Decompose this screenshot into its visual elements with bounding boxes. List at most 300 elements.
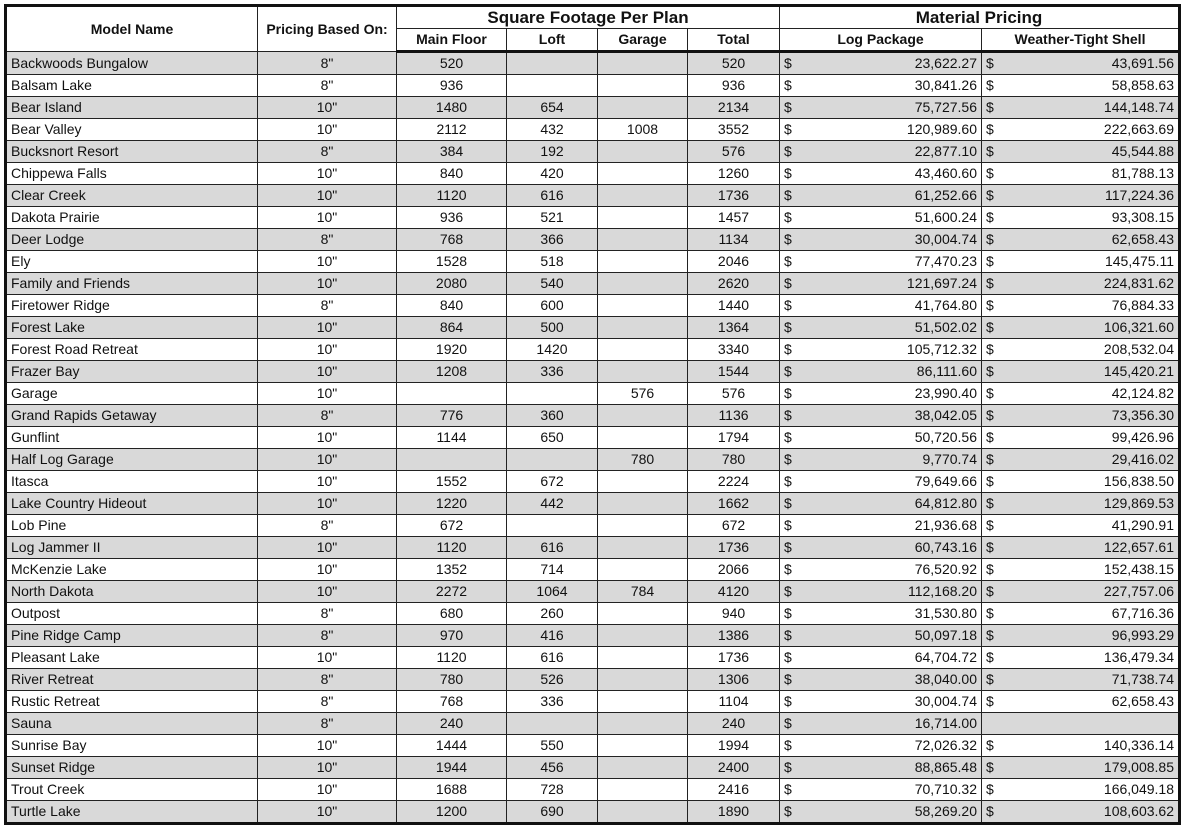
- cell-main-floor: 384: [397, 141, 507, 163]
- table-row: [6, 339, 1180, 361]
- amount: 179,008.85: [1103, 759, 1174, 775]
- cell-model-name: Pine Ridge Camp: [6, 625, 258, 647]
- currency-symbol: $: [784, 671, 792, 687]
- amount: 76,520.92: [914, 561, 977, 577]
- cell-garage: 576: [598, 383, 688, 405]
- cell-main-floor: 1552: [397, 471, 507, 493]
- currency-symbol: $: [784, 627, 792, 643]
- cell-pricing-based-on: 10": [258, 471, 397, 493]
- cell-model-name: Clear Creek: [6, 185, 258, 207]
- cell-weather-tight-shell: [982, 119, 1180, 141]
- cell-garage: [598, 75, 688, 97]
- amount: 30,004.74: [914, 693, 977, 709]
- cell-weather-tight-shell: [982, 185, 1180, 207]
- cell-main-floor: 1144: [397, 427, 507, 449]
- cell-loft: [507, 383, 598, 405]
- cell-model-name: Ely: [6, 251, 258, 273]
- table-row: [6, 471, 1180, 493]
- cell-pricing-based-on: 10": [258, 97, 397, 119]
- cell-garage: [598, 273, 688, 295]
- cell-log-package: [780, 383, 982, 405]
- cell-pricing-based-on: 8": [258, 515, 397, 537]
- table-row: [6, 251, 1180, 273]
- table-row: [6, 757, 1180, 779]
- currency-symbol: $: [986, 539, 994, 555]
- cell-total: 1457: [688, 207, 780, 229]
- amount: 93,308.15: [1111, 209, 1174, 225]
- currency-symbol: $: [784, 715, 792, 731]
- table-row: [6, 383, 1180, 405]
- cell-weather-tight-shell: [982, 603, 1180, 625]
- cell-garage: [598, 647, 688, 669]
- cell-pricing-based-on: 10": [258, 801, 397, 824]
- amount: 67,716.36: [1111, 605, 1174, 621]
- cell-loft: 616: [507, 647, 598, 669]
- cell-total: 1662: [688, 493, 780, 515]
- cell-model-name: Grand Rapids Getaway: [6, 405, 258, 427]
- table-row: [6, 295, 1180, 317]
- currency-symbol: $: [784, 341, 792, 357]
- cell-pricing-based-on: 10": [258, 185, 397, 207]
- cell-log-package: [780, 757, 982, 779]
- cell-garage: [598, 515, 688, 537]
- cell-model-name: Lob Pine: [6, 515, 258, 537]
- table-row: [6, 581, 1180, 603]
- currency-symbol: $: [784, 693, 792, 709]
- cell-main-floor: 520: [397, 52, 507, 75]
- cell-model-name: Family and Friends: [6, 273, 258, 295]
- cell-main-floor: 672: [397, 515, 507, 537]
- table-row: [6, 273, 1180, 295]
- cell-pricing-based-on: 10": [258, 493, 397, 515]
- cell-log-package: [780, 493, 982, 515]
- currency-symbol: $: [986, 121, 994, 137]
- amount: 62,658.43: [1111, 231, 1174, 247]
- cell-garage: [598, 801, 688, 824]
- table-row: [6, 515, 1180, 537]
- amount: 41,290.91: [1111, 517, 1174, 533]
- table-row: [6, 405, 1180, 427]
- amount: 145,475.11: [1104, 253, 1174, 269]
- cell-main-floor: 2080: [397, 273, 507, 295]
- table-row: [6, 735, 1180, 757]
- cell-total: 2416: [688, 779, 780, 801]
- cell-weather-tight-shell: [982, 207, 1180, 229]
- cell-loft: [507, 515, 598, 537]
- amount: 208,532.04: [1103, 341, 1174, 357]
- currency-symbol: $: [784, 55, 792, 71]
- table-row: [6, 493, 1180, 515]
- cell-weather-tight-shell: [982, 229, 1180, 251]
- amount: 38,040.00: [914, 671, 977, 687]
- table-row: [6, 537, 1180, 559]
- table-row: [6, 119, 1180, 141]
- cell-total: 1364: [688, 317, 780, 339]
- amount: 50,720.56: [914, 429, 977, 445]
- cell-pricing-based-on: 10": [258, 559, 397, 581]
- cell-loft: 1420: [507, 339, 598, 361]
- header-model-name: Model Name: [6, 6, 258, 52]
- cell-main-floor: 1200: [397, 801, 507, 824]
- cell-main-floor: 936: [397, 207, 507, 229]
- currency-symbol: $: [784, 121, 792, 137]
- cell-garage: [598, 185, 688, 207]
- cell-weather-tight-shell: [982, 405, 1180, 427]
- cell-total: 1260: [688, 163, 780, 185]
- currency-symbol: $: [784, 319, 792, 335]
- currency-symbol: $: [986, 671, 994, 687]
- currency-symbol: $: [784, 803, 792, 819]
- table-row: [6, 427, 1180, 449]
- amount: 121,697.24: [906, 275, 977, 291]
- currency-symbol: $: [986, 253, 994, 269]
- cell-garage: [598, 229, 688, 251]
- header-loft: Loft: [507, 29, 598, 52]
- cell-weather-tight-shell: [982, 757, 1180, 779]
- currency-symbol: $: [986, 319, 994, 335]
- header-garage: Garage: [598, 29, 688, 52]
- cell-main-floor: 2272: [397, 581, 507, 603]
- table-row: [6, 669, 1180, 691]
- cell-total: 1440: [688, 295, 780, 317]
- cell-log-package: [780, 713, 982, 735]
- cell-model-name: Trout Creek: [6, 779, 258, 801]
- amount: 45,544.88: [1111, 143, 1174, 159]
- cell-garage: [598, 405, 688, 427]
- currency-symbol: $: [986, 605, 994, 621]
- cell-model-name: Forest Road Retreat: [6, 339, 258, 361]
- amount: 75,727.56: [914, 99, 977, 115]
- cell-main-floor: 1688: [397, 779, 507, 801]
- amount: 42,124.82: [1111, 385, 1174, 401]
- cell-main-floor: 1352: [397, 559, 507, 581]
- cell-pricing-based-on: 10": [258, 317, 397, 339]
- cell-loft: 616: [507, 185, 598, 207]
- cell-pricing-based-on: 10": [258, 757, 397, 779]
- currency-symbol: $: [986, 429, 994, 445]
- table-row: [6, 779, 1180, 801]
- currency-symbol: $: [986, 187, 994, 203]
- cell-weather-tight-shell: [982, 163, 1180, 185]
- cell-pricing-based-on: 10": [258, 251, 397, 273]
- cell-garage: [598, 207, 688, 229]
- amount: 58,858.63: [1111, 77, 1174, 93]
- amount: 120,989.60: [906, 121, 977, 137]
- amount: 106,321.60: [1103, 319, 1174, 335]
- currency-symbol: $: [986, 583, 994, 599]
- cell-garage: [598, 493, 688, 515]
- cell-model-name: Log Jammer II: [6, 537, 258, 559]
- cell-main-floor: 1944: [397, 757, 507, 779]
- cell-model-name: Balsam Lake: [6, 75, 258, 97]
- cell-total: 1736: [688, 537, 780, 559]
- cell-main-floor: 864: [397, 317, 507, 339]
- table-row: [6, 625, 1180, 647]
- cell-total: 2046: [688, 251, 780, 273]
- currency-symbol: $: [784, 583, 792, 599]
- cell-model-name: River Retreat: [6, 669, 258, 691]
- amount: 129,869.53: [1103, 495, 1174, 511]
- table-row: [6, 52, 1180, 75]
- currency-symbol: $: [986, 473, 994, 489]
- currency-symbol: $: [986, 165, 994, 181]
- cell-garage: [598, 97, 688, 119]
- currency-symbol: $: [986, 77, 994, 93]
- cell-log-package: [780, 647, 982, 669]
- header-total: Total: [688, 29, 780, 52]
- cell-loft: [507, 52, 598, 75]
- cell-pricing-based-on: 10": [258, 581, 397, 603]
- cell-pricing-based-on: 8": [258, 405, 397, 427]
- cell-log-package: [780, 251, 982, 273]
- table-row: [6, 361, 1180, 383]
- cell-total: 672: [688, 515, 780, 537]
- cell-pricing-based-on: 8": [258, 75, 397, 97]
- amount: 112,168.20: [907, 583, 977, 599]
- cell-pricing-based-on: 8": [258, 603, 397, 625]
- cell-total: 1890: [688, 801, 780, 824]
- cell-log-package: [780, 97, 982, 119]
- cell-loft: 714: [507, 559, 598, 581]
- cell-main-floor: 1220: [397, 493, 507, 515]
- currency-symbol: $: [784, 209, 792, 225]
- amount: 60,743.16: [914, 539, 977, 555]
- plan-pricing-table: [4, 4, 1181, 825]
- cell-weather-tight-shell: [982, 537, 1180, 559]
- cell-pricing-based-on: 10": [258, 273, 397, 295]
- currency-symbol: $: [986, 341, 994, 357]
- cell-loft: 654: [507, 97, 598, 119]
- cell-weather-tight-shell: [982, 581, 1180, 603]
- cell-log-package: [780, 691, 982, 713]
- cell-loft: 366: [507, 229, 598, 251]
- cell-total: 1134: [688, 229, 780, 251]
- cell-loft: [507, 75, 598, 97]
- cell-garage: [598, 691, 688, 713]
- cell-pricing-based-on: 10": [258, 449, 397, 471]
- currency-symbol: $: [986, 451, 994, 467]
- cell-model-name: Half Log Garage: [6, 449, 258, 471]
- amount: 88,865.48: [914, 759, 977, 775]
- cell-main-floor: 240: [397, 713, 507, 735]
- cell-main-floor: [397, 449, 507, 471]
- cell-pricing-based-on: 10": [258, 383, 397, 405]
- cell-model-name: Outpost: [6, 603, 258, 625]
- amount: 70,710.32: [914, 781, 977, 797]
- cell-pricing-based-on: 8": [258, 141, 397, 163]
- amount: 71,738.74: [1111, 671, 1174, 687]
- amount: 140,336.14: [1103, 737, 1174, 753]
- cell-weather-tight-shell: [982, 361, 1180, 383]
- cell-garage: [598, 757, 688, 779]
- currency-symbol: $: [784, 297, 792, 313]
- cell-total: 2620: [688, 273, 780, 295]
- currency-symbol: $: [986, 627, 994, 643]
- cell-model-name: McKenzie Lake: [6, 559, 258, 581]
- cell-total: 936: [688, 75, 780, 97]
- currency-symbol: $: [784, 451, 792, 467]
- cell-total: 940: [688, 603, 780, 625]
- cell-pricing-based-on: 8": [258, 691, 397, 713]
- currency-symbol: $: [986, 759, 994, 775]
- currency-symbol: $: [784, 649, 792, 665]
- currency-symbol: $: [784, 539, 792, 555]
- amount: 16,714.00: [914, 715, 977, 731]
- cell-loft: 260: [507, 603, 598, 625]
- currency-symbol: $: [784, 385, 792, 401]
- cell-loft: 540: [507, 273, 598, 295]
- cell-pricing-based-on: 8": [258, 295, 397, 317]
- currency-symbol: $: [784, 561, 792, 577]
- cell-log-package: [780, 449, 982, 471]
- cell-weather-tight-shell: [982, 493, 1180, 515]
- cell-main-floor: 2112: [397, 119, 507, 141]
- currency-symbol: $: [986, 649, 994, 665]
- cell-log-package: [780, 537, 982, 559]
- cell-garage: [598, 603, 688, 625]
- cell-main-floor: 1208: [397, 361, 507, 383]
- cell-weather-tight-shell: [982, 691, 1180, 713]
- cell-weather-tight-shell: [982, 383, 1180, 405]
- cell-main-floor: 970: [397, 625, 507, 647]
- currency-symbol: $: [784, 495, 792, 511]
- amount: 99,426.96: [1111, 429, 1174, 445]
- cell-loft: 518: [507, 251, 598, 273]
- currency-symbol: $: [784, 517, 792, 533]
- amount: 62,658.43: [1111, 693, 1174, 709]
- cell-main-floor: 1480: [397, 97, 507, 119]
- cell-log-package: [780, 603, 982, 625]
- currency-symbol: $: [986, 517, 994, 533]
- cell-model-name: Itasca: [6, 471, 258, 493]
- cell-model-name: Forest Lake: [6, 317, 258, 339]
- cell-main-floor: 1528: [397, 251, 507, 273]
- currency-symbol: $: [986, 803, 994, 819]
- currency-symbol: $: [784, 363, 792, 379]
- cell-weather-tight-shell: [982, 669, 1180, 691]
- cell-weather-tight-shell: [982, 449, 1180, 471]
- currency-symbol: $: [784, 407, 792, 423]
- cell-log-package: [780, 427, 982, 449]
- currency-symbol: $: [986, 99, 994, 115]
- table-row: [6, 229, 1180, 251]
- cell-total: 1794: [688, 427, 780, 449]
- cell-log-package: [780, 229, 982, 251]
- table-row: [6, 97, 1180, 119]
- cell-log-package: [780, 669, 982, 691]
- currency-symbol: $: [784, 77, 792, 93]
- amount: 86,111.60: [916, 363, 977, 379]
- cell-weather-tight-shell: [982, 515, 1180, 537]
- cell-garage: [598, 339, 688, 361]
- cell-pricing-based-on: 8": [258, 229, 397, 251]
- cell-model-name: Lake Country Hideout: [6, 493, 258, 515]
- currency-symbol: $: [784, 231, 792, 247]
- cell-loft: 336: [507, 691, 598, 713]
- cell-garage: [598, 779, 688, 801]
- currency-symbol: $: [784, 759, 792, 775]
- amount: 64,812.80: [914, 495, 977, 511]
- currency-symbol: $: [784, 253, 792, 269]
- cell-loft: [507, 449, 598, 471]
- cell-total: 1544: [688, 361, 780, 383]
- cell-pricing-based-on: 8": [258, 625, 397, 647]
- table-row: [6, 163, 1180, 185]
- cell-log-package: [780, 163, 982, 185]
- currency-symbol: $: [986, 385, 994, 401]
- currency-symbol: $: [784, 605, 792, 621]
- currency-symbol: $: [784, 473, 792, 489]
- amount: 117,224.36: [1104, 187, 1174, 203]
- cell-main-floor: 936: [397, 75, 507, 97]
- cell-weather-tight-shell: [982, 427, 1180, 449]
- cell-loft: 550: [507, 735, 598, 757]
- amount: 81,788.13: [1111, 165, 1174, 181]
- amount: 79,649.66: [914, 473, 977, 489]
- currency-symbol: $: [986, 143, 994, 159]
- cell-total: 1736: [688, 647, 780, 669]
- cell-weather-tight-shell: [982, 625, 1180, 647]
- cell-model-name: Gunflint: [6, 427, 258, 449]
- cell-garage: [598, 295, 688, 317]
- cell-total: 3552: [688, 119, 780, 141]
- cell-model-name: Turtle Lake: [6, 801, 258, 824]
- pricing-sheet: [4, 4, 1181, 825]
- cell-main-floor: 780: [397, 669, 507, 691]
- header-pricing-based-on: Pricing Based On:: [258, 6, 397, 52]
- cell-loft: 672: [507, 471, 598, 493]
- cell-log-package: [780, 185, 982, 207]
- table-row: [6, 207, 1180, 229]
- cell-pricing-based-on: 10": [258, 361, 397, 383]
- cell-main-floor: 768: [397, 691, 507, 713]
- amount: 72,026.32: [914, 737, 977, 753]
- cell-log-package: [780, 515, 982, 537]
- cell-loft: 521: [507, 207, 598, 229]
- cell-total: 780: [688, 449, 780, 471]
- cell-pricing-based-on: 10": [258, 427, 397, 449]
- currency-symbol: $: [986, 737, 994, 753]
- cell-loft: 456: [507, 757, 598, 779]
- amount: 30,841.26: [914, 77, 977, 93]
- cell-loft: 336: [507, 361, 598, 383]
- currency-symbol: $: [784, 99, 792, 115]
- table-row: [6, 647, 1180, 669]
- cell-garage: [598, 559, 688, 581]
- cell-model-name: Dakota Prairie: [6, 207, 258, 229]
- table-body: [6, 52, 1180, 824]
- cell-garage: [598, 141, 688, 163]
- currency-symbol: $: [986, 231, 994, 247]
- amount: 41,764.80: [914, 297, 977, 313]
- amount: 30,004.74: [914, 231, 977, 247]
- currency-symbol: $: [784, 737, 792, 753]
- cell-log-package: [780, 801, 982, 824]
- amount: 50,097.18: [914, 627, 977, 643]
- amount: 166,049.18: [1103, 781, 1174, 797]
- cell-model-name: Bear Valley: [6, 119, 258, 141]
- cell-weather-tight-shell: [982, 801, 1180, 824]
- amount: 136,479.34: [1103, 649, 1174, 665]
- cell-weather-tight-shell: [982, 647, 1180, 669]
- cell-weather-tight-shell: [982, 251, 1180, 273]
- cell-loft: 728: [507, 779, 598, 801]
- cell-loft: 526: [507, 669, 598, 691]
- cell-model-name: Rustic Retreat: [6, 691, 258, 713]
- amount: 31,530.80: [914, 605, 977, 621]
- amount: 43,691.56: [1111, 55, 1174, 71]
- cell-loft: 416: [507, 625, 598, 647]
